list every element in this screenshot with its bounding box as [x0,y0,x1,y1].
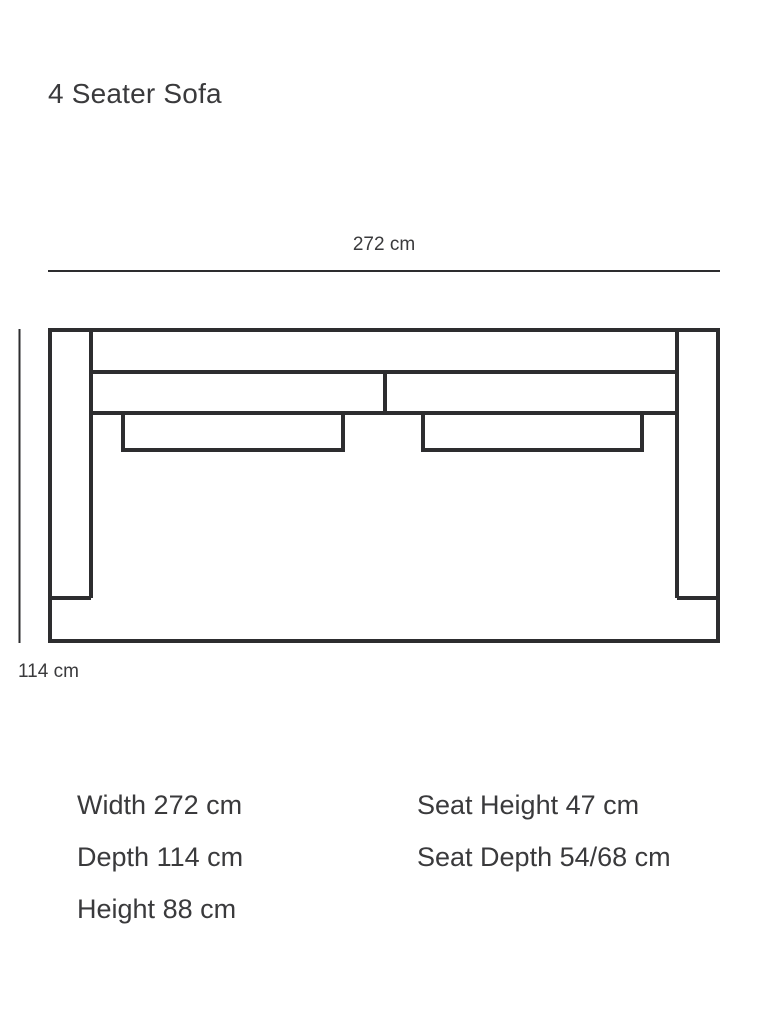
page-title: 4 Seater Sofa [48,78,222,109]
spec-depth [77,831,243,883]
spec-height [77,883,243,935]
spec-height-label: Height [77,894,156,924]
width-dimension-label: 272 cm [352,234,416,255]
spec-width [77,779,243,831]
spec-depth-label: Depth [77,842,150,872]
spec-seat-height [417,779,671,831]
spec-seat-height-value: 47 cm [565,790,640,820]
spec-depth-value: 114 cm [156,842,244,872]
spec-seat-depth-value: 54/68 cm [559,842,671,872]
spec-width-label: Width [77,790,147,820]
spec-seat-height-label: Seat Height [417,790,559,820]
spec-seat-depth [417,831,671,883]
specs-left-column [77,779,243,935]
spec-height-value: 88 cm [162,894,237,924]
specs-right-column [417,779,671,883]
spec-seat-depth-label: Seat Depth [417,842,553,872]
left-seat-cushion [123,413,343,450]
right-seat-cushion [423,413,642,450]
depth-dimension-label: 114 cm [18,661,79,682]
spec-width-value: 272 cm [153,790,243,820]
